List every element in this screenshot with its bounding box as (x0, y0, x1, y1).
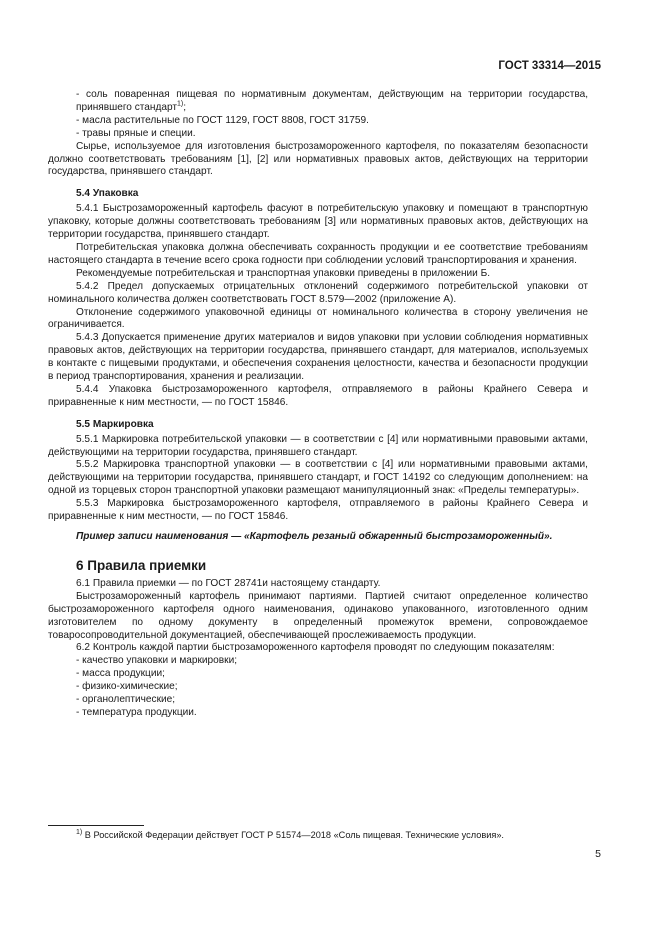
paragraph-5-4-3: 5.4.3 Допускается применение других материалов и видов упаковки при условии соблюдения нормативных правовых актов, действующих на территории государства, принявшего стандарт, для материалов, используемых в контакте с пищевыми продуктами, и обеспечения сохранения целостности, качества и безопасности продукции в период транспортирования, хранения и реализации. (48, 332, 588, 383)
footnote: $^{1)}$ В Российской Федерации действует ГОСТ Р 51574—2018 «Соль пищевая. Технические условия». (76, 828, 504, 840)
list-item: - физико-химические; (76, 681, 178, 693)
paragraph-6-1: 6.1 Правила приемки — по ГОСТ 28741и настоящему стандарту. (76, 577, 381, 589)
footnote-ref[interactable]: 1) (176, 100, 184, 108)
body-text (48, 89, 588, 720)
paragraph-recommended-package: Рекомендуемые потребительская и транспортная упаковки приведены в приложении Б. (76, 267, 491, 279)
heading-5-5: 5.5 Маркировка (76, 418, 154, 430)
paragraph-5-5-3: 5.5.3 Маркировка быстрозамороженного картофеля, отправляемого в районы Крайнего Севера и приравненные к ним местности, — по ГОСТ 15846. (48, 498, 588, 523)
list-item-herbs: - травы пряные и специи. (76, 127, 196, 139)
paragraph-batch: Быстрозамороженный картофель принимают партиями. Партией считают определенное количество быстрозамороженного картофеля одного наименования, одинаково упакованного, изготовленного одним изготовителем по одному документу в определенный промежуток времени, сопровождаемое товаросопроводительной документацией, обеспечивающей прослеживаемость продукции. (48, 590, 588, 641)
page-number: 5 (595, 848, 601, 860)
paragraph-5-4-1: 5.4.1 Быстрозамороженный картофель фасуют в потребительскую упаковку и помещают в транспортную упаковку, которые должны соответствовать требованиям [3] или нормативных правовых актов, действующих на территории государства, принявшего стандарт. (48, 203, 588, 241)
standard-header: ГОСТ 33314—2015 (498, 60, 601, 72)
paragraph-5-5-2: 5.5.2 Маркировка транспортной упаковки — в соответствии с [4] или нормативными правовыми актами, действующими на территории государства, принявшего стандарт, и ГОСТ 14192 со следующим дополнением: на одной из торцевых сторон транспортной упаковки размещают манипуляционный знак: «Пределы температуры». (48, 459, 588, 497)
list-item: - органолептические; (76, 694, 176, 706)
paragraph-6-2: 6.2 Контроль каждой партии быстрозамороженного картофеля проводят по следующим показателям: (76, 642, 555, 654)
list-item: - температура продукции. (76, 706, 197, 718)
list-item: - масса продукции; (76, 668, 165, 680)
list-item-oils: - масла растительные по ГОСТ 1129, ГОСТ 8808, ГОСТ 31759. (76, 114, 369, 126)
list-item-salt (48, 89, 588, 115)
heading-5-4: 5.4 Упаковка (76, 188, 139, 200)
paragraph-5-5-1: 5.5.1 Маркировка потребительской упаковки — в соответствии с [4] или нормативными правовыми актами, действующими на территории государства, принявшего стандарт. (48, 433, 588, 458)
paragraph-consumer-package: Потребительская упаковка должна обеспечивать сохранность продукции и ее соответствие требованиям настоящего стандарта в течение всего срока годности при соблюдении условий транспортирования и хранения. (48, 241, 588, 266)
footnote-divider (48, 825, 144, 826)
example-name-record: Пример записи наименования — «Картофель резаный обжаренный быстрозамороженный». (76, 531, 553, 542)
paragraph-raw-safety: Сырье, используемое для изготовления быстрозамороженного картофеля, по показателям безопасности должно соответствовать требованиям [1], [2] или нормативных правовых актов, действующих на территории государства, принявшего стандарт. (48, 140, 588, 178)
list-item: - качество упаковки и маркировки; (76, 655, 238, 667)
salt-text: - соль поваренная пищевая по нормативным документам, действующим на территории государства, принявшего стандарт (76, 89, 588, 113)
paragraph-5-4-2: 5.4.2 Предел допускаемых отрицательных отклонений содержимого потребительской упаковки от номинального количества должен соответствовать ГОСТ 8.579—2002 (приложение А). (48, 280, 588, 305)
paragraph-5-4-4: 5.4.4 Упаковка быстрозамороженного картофеля, отправляемого в районы Крайнего Севера и приравненные к ним местности, — по ГОСТ 15846. (48, 383, 588, 408)
heading-6: 6 Правила приемки (76, 557, 207, 573)
salt-text-end: ; (183, 101, 187, 113)
paragraph-deviation: Отклонение содержимого упаковочной единицы от номинального количества в сторону увеличения не ограничивается. (48, 306, 588, 331)
footnote-text: В Российской Федерации действует ГОСТ Р 51574—2018 «Соль пищевая. Технические условия». (82, 830, 504, 840)
